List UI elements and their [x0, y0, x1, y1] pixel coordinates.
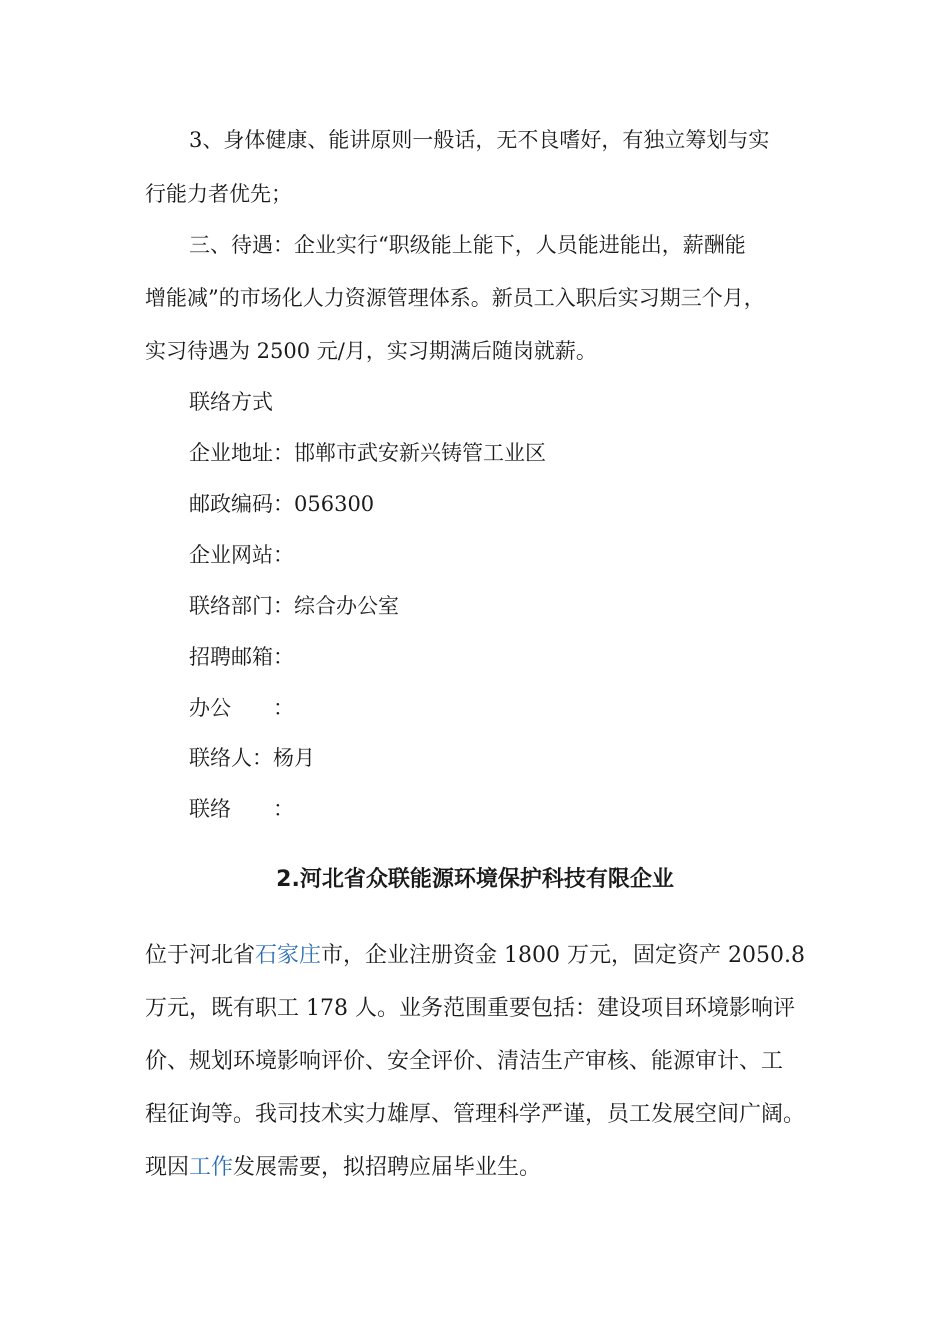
- intro-text: 发展需要，拟招聘应届毕业生。: [233, 1155, 542, 1180]
- company-address: 企业地址：邯郸市武安新兴铸管工业区: [189, 441, 546, 465]
- shijiazhuang-link[interactable]: 石家庄: [255, 943, 322, 968]
- intro-line-2: 万元，既有职工 178 人。业务范围重要包括：建设项目环境影响评: [145, 996, 795, 1021]
- intro-text: 位于河北省: [145, 943, 256, 968]
- benefits-line-1: 三、待遇：企业实行“职级能上能下，人员能进能出，薪酬能: [189, 233, 746, 257]
- company-website: 企业网站：: [189, 543, 294, 567]
- intro-line-1: [145, 938, 805, 969]
- recruit-email: 招聘邮箱：: [189, 645, 294, 669]
- intro-text: 市，企业注册资金 1800 万元，固定资产 2050.8: [321, 943, 805, 968]
- office-phone: 办公 ：: [189, 696, 294, 720]
- postcode: 邮政编码：056300: [189, 492, 375, 516]
- contact-person: 联络人：杨月: [189, 746, 315, 770]
- benefits-line-3: 实习待遇为 2500 元/月，实习期满后随岗就薪。: [145, 339, 597, 363]
- intro-text: 现因: [145, 1155, 190, 1180]
- contact-phone: 联络 ：: [189, 797, 294, 821]
- intro-line-4: 程征询等。我司技术实力雄厚、管理科学严谨，员工发展空间广阔。: [145, 1102, 806, 1127]
- requirement-3-line-1: 3、身体健康、能讲原则一般话，无不良嗜好，有独立筹划与实: [189, 128, 770, 152]
- section-2-title: 2.河北省众联能源环境保护科技有限企业: [276, 867, 674, 892]
- intro-line-5: [145, 1150, 541, 1181]
- benefits-line-2: 增能减”的市场化人力资源管理体系。新员工入职后实习期三个月，: [145, 286, 765, 310]
- contact-department: 联络部门：综合办公室: [189, 594, 399, 618]
- requirement-3-line-2: 行能力者优先；: [145, 182, 292, 206]
- intro-line-3: 价、规划环境影响评价、安全评价、清洁生产审核、能源审计、工: [145, 1049, 784, 1074]
- contact-heading: 联络方式: [189, 390, 273, 414]
- work-link[interactable]: 工作: [189, 1155, 234, 1180]
